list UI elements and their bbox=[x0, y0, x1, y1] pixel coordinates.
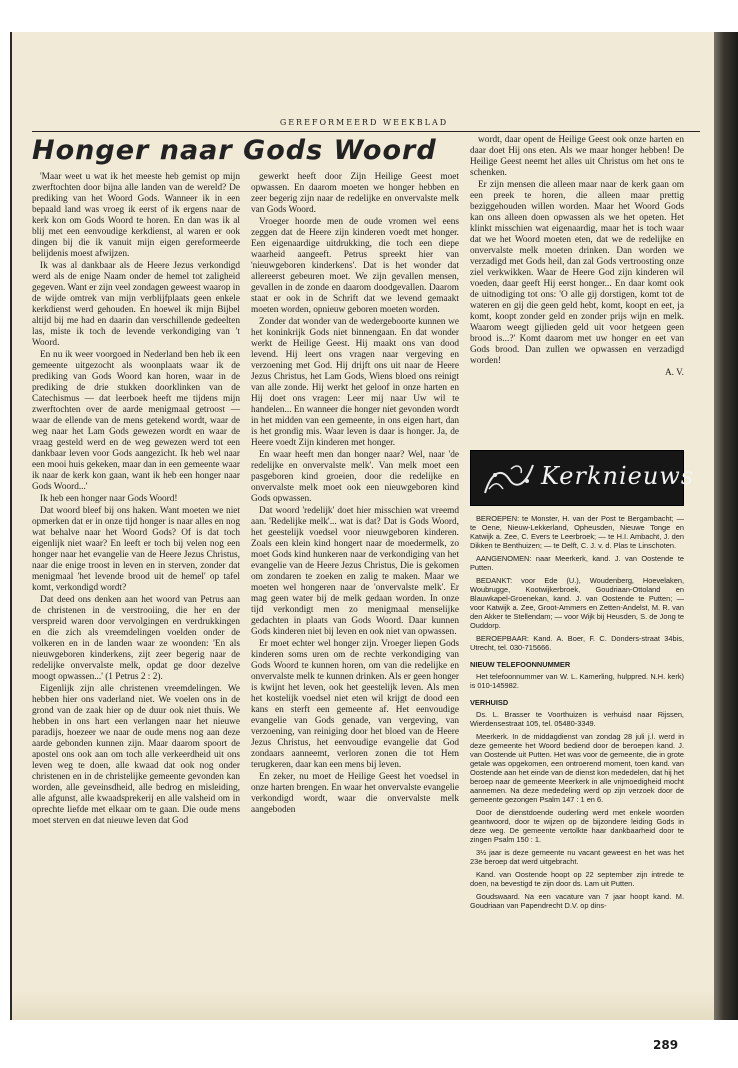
news-intrede: Kand. van Oostende hoopt op 22 september zijn intrede te doen, na bevestigd te zijn door ds. Lam uit Putten. bbox=[470, 870, 684, 888]
paragraph: Vroeger hoorde men de oude vromen wel eens zeggen dat de Heere zijn kinderen voedt met honger. Een eigenaardige uitdrukking, die toch een diepe waarheid aangeeft. Petrus spreekt hier van 'nieuwgeboren kinderkens'. Dat is het wonder dat allereerst gebeuren moet. We zijn gevallen mensen, gevallen in de zonde en daarom doodgevallen. Daarom staat er ook in de Schrift dat we levend gemaakt moeten worden, opnieuw geboren moeten worden. bbox=[251, 217, 459, 315]
article-column-2 bbox=[251, 172, 459, 817]
paragraph: En nu ik weer voorgoed in Nederland ben heb ik een gemeente uitgezocht als woonplaats waar ik de prediking van Gods Woord kan horen, waar in de prediking de drie stukken doorklinken van de Catechismus — dat leerboek heeft me tijdens mijn zwerftochten over de aarde menigmaal getroost — waar de ellende van de mens getekend wordt, waar de weg naar het Lam Gods gewezen wordt en waar de vraag gesteld werd en de weg gewezen werd tot een dankbaar leven voor Gods aangezicht. Ik heb wel naar een mooi huis gekeken, maar dan in een gemeente waar ik naar de kerk kon gaan, want ik heb een honger naar Gods Woord...' bbox=[32, 350, 240, 492]
kerknieuws-banner bbox=[470, 450, 695, 506]
paragraph: Dat woord 'redelijk' doet hier misschien wat vreemd aan. 'Redelijke melk'... wat is dat? Dat is Gods Woord, het geestelijk voedsel voor nieuwgeboren kinderen. Zoals een klein kind hongert naar de moedermelk, zo moet Gods kind hunkeren naar de verkondiging van het evangelie van de Heere Jezus Christus, Die is gekomen om zondaren te zoeken en zalig te maken. Maar we moeten wel hongeren naar de 'onvervalste melk'. Er mag geen water bij de melk gedaan worden. In onze tijd verkondigt men zo menigmaal menselijke gedachten in plaats van Gods Woord. Daar kunnen Gods kinderen niet bij leven en ook niet van opwassen. bbox=[251, 506, 459, 637]
news-aangenomen: AANGENOMEN: naar Meerkerk, kand. J. van Oostende te Putten. bbox=[470, 554, 684, 572]
author-signature: A. V. bbox=[664, 368, 684, 378]
news-heading: VERHUISD bbox=[470, 698, 509, 707]
paragraph: gewerkt heeft door Zijn Heilige Geest moet opwassen. En daarom moeten we honger hebben en zeer begerig zijn naar de redelijke en onvervalste melk van Gods Woord. bbox=[251, 172, 459, 215]
news-ouderling: Door de dienstdoende ouderling werd met enkele woorden geantwoord, door te wijzen op de bijzondere leiding Gods in deze weg. De gemeente vertolkte haar dankbaarheid door te zingen Psalm 150 : 1. bbox=[470, 808, 684, 844]
paragraph: En waar heeft men dan honger naar? Wel, naar 'de redelijke en onvervalste melk'. Van melk moet een pasgeboren kind groeien, door die redelijke en onvervalste melk moet ook een nieuwgeboren kind Gods opwassen. bbox=[251, 450, 459, 504]
newspaper-page bbox=[10, 32, 714, 1052]
header-rule bbox=[32, 131, 700, 132]
paragraph: Dat woord bleef bij ons haken. Want moeten we niet opmerken dat er in onze tijd honger is naar alles en nog wat behalve naar het Woord Gods? Of is dat toch eigenlijk niet waar? En leeft er toch bij velen nog een honger naar het evangelie van de Heere Jezus Christus, naar die enige troost in leven en in sterven, zonder dat menigmaal 'het levende brood uit de hemel' op tafel komt, verkondigd wordt? bbox=[32, 506, 240, 593]
news-beroepen: BEROEPEN: te Monster, H. van der Post te Bergambacht; — te Oene, Nieuw-Lekkerland, Opheusden, Nieuwe Tonge en Katwijk a. Zee, C. Evers te Leerbroek; — te H.I. Ambacht, J. den Dikken te Benthuizen; — te Delft, C. J. v. d. Plas te Linschoten. bbox=[470, 514, 684, 550]
article-column-1 bbox=[32, 172, 240, 828]
article-title: Honger naar Gods Woord bbox=[32, 135, 437, 166]
paragraph: Eigenlijk zijn alle christenen vreemdelingen. We hebben hier ons vaderland niet. We voelen ons in de grond van de zaak hier op de duur ook niet thuis. We hebben in ons hart een verlangen naar het nieuwe paradijs, hoezeer we naar de oude mens nog aan deze aarde gebonden kunnen zijn. Maar daarom spoort de apostel ons ook aan om toch alle verkeerdheid uit ons leven weg te doen, alle kwaad dat ook nog onder christenen en in de christelijke gemeente gevonden kan worden, alle geveinsdheid, alle bedrog en misleiding, alle afgunst, alle kwaadsprekerij en alle valsheid om in oprechte liefde met elkaar om te gaan. Die oude mens moet sterven en dat nieuwe leven dat God bbox=[32, 684, 240, 826]
paragraph: Dat deed ons denken aan het woord van Petrus aan de christenen in de verstrooiing, die her en der verspreid waren door vervolgingen en verdrukkingen en die zich als vreemdelingen voelden onder de volkeren en in de landen waar ze woonden: 'En als nieuwgeboren kinderkens, zijt zeer begerig naar de redelijke onvervalste melk, opdat ge door dezelve moogt opwassen...' (1 Petrus 2 : 2). bbox=[32, 595, 240, 682]
news-beroepbaar: BEROEPBAAR: Kand. A. Boer, F. C. Donders-straat 34bis, Utrecht, tel. 030-715666. bbox=[470, 634, 684, 652]
running-header: GEREFORMEERD WEEKBLAD bbox=[279, 118, 449, 127]
paragraph: Ik heb een honger naar Gods Woord! bbox=[40, 494, 178, 504]
paragraph: 'Maar weet u wat ik het meeste heb gemist op mijn zwerftochten door bijna alle landen van de wereld? De prediking van het Woord Gods. Wanneer ik in een bepaald land was vroeg ik eerst of ik ergens naar de kerk kon om Gods Woord te horen. En dan was ik al blij met een eenvoudige kerkdienst, al waren er ook dingen bij die ik vanuit mijn eigen gereformeerde belijdenis moest afwijzen. bbox=[32, 172, 240, 259]
scan-edge-shadow bbox=[714, 32, 738, 1020]
paragraph: Ik was al dankbaar als de Heere Jezus verkondigd werd als de enige Naam onder de hemel tot zaligheid gegeven. Want er zijn veel zondagen geweest waarop in de wijde omtrek van mijn verblijfplaats geen enkele kerkdienst werd gehouden. En hoewel ik mijn Bijbel altijd bij me had en daarin dan verschillende gedeelten las, miste ik toch de levende verkondiging van 't Woord. bbox=[32, 261, 240, 348]
paragraph: En zeker, nu moet de Heilige Geest het voedsel in onze harten brengen. En waar het onvervalste evangelie verkondigd wordt, waar die onvervalste melk aangeboden bbox=[251, 772, 459, 815]
news-meerkerk: Meerkerk. In de middagdienst van zondag 28 juli j.l. werd in deze gemeente het Woord bediend door de beroepen kand. J. van Oostende uit Putten. Het was voor de gemeente, die in grote getale was opgekomen, een ontroerend moment, toen kand. van Oostende aan het einde van de dienst kon mededelen, dat hij het beroep naar de gemeente Meerkerk in alle vrijmoedigheid mocht aannemen. Na deze mededeling werd op zijn verzoek door de gemeente gezongen Psalm 147 : 1 en 6. bbox=[470, 732, 684, 804]
news-telefoon: Het telefoonnummer van W. L. Kamerling, hulppred. N.H. kerk) is 010-145982. bbox=[470, 672, 684, 690]
paragraph: Er moet echter wel honger zijn. Vroeger liepen Gods kinderen soms uren om de rechte verkondiging van Gods Woord te kunnen horen, om van die redelijke en onvervalste melk te kunnen drinken. Als er geen honger is kwijnt het leven, ook het geestelijk leven. Als men het kostelijk voedsel niet eten wil krijgt de dood een kans en sterft een gemeente af. Het eenvoudige evangelie van Gods genade, van vergeving, van verzoening, van reiniging door het bloed van de Heere Jezus Christus, het eenvoudige evangelie dat God zondaars aanneemt, verloren zonen die tot Hem terugkeren, daar kan een mens bij leven. bbox=[251, 639, 459, 770]
news-goudswaard: Goudswaard. Na een vacature van 7 jaar hoopt kand. M. Goudriaan van Papendrecht D.V. op dins- bbox=[470, 892, 684, 910]
news-verhuisd: Ds. L. Brasser te Voorthuizen is verhuisd naar Rijssen, Wierdensestraat 105, tel. 05480-3349. bbox=[470, 710, 684, 728]
news-bedankt: BEDANKT: voor Ede (U.), Woudenberg, Hoevelaken, Woubrugge, Kootwijkerbroek, Goudriaan-Ottoland en Blauwkapel-Groenekan, kand. J. van Oostende te Putten; — voor Katwijk a. Zee, Groot-Ammers en Zetten-Andelst, M. R. van den Akker te Stellendam; — voor Wijk bij Heusden, S. de Jong te Ouddorp. bbox=[470, 576, 684, 630]
paragraph: Zonder dat wonder van de wedergeboorte kunnen we het koninkrijk Gods niet binnengaan. En dat wonder werkt de Heilige Geest. Hij maakt ons van dood levend. Hij leert ons vragen naar vergeving en verzoening met God. Hij drijft ons uit naar de Heere Jezus Christus, het Lam Gods, Wiens bloed ons reinigt van alle zonde. Hij werkt het geloof in onze harten en Hij doet ons vragen: Leer mij naar Uw wil te handelen... En wanneer die honger niet gevonden wordt in het midden van een gemeente, in ons eigen hart, dan is het grondig mis. Waar leven is daar is honger. Ja, de Heere voedt Zijn kinderen met honger. bbox=[251, 317, 459, 448]
article-column-3 bbox=[470, 135, 684, 379]
paragraph: wordt, daar opent de Heilige Geest ook onze harten en daar doet Hij ons eten. Als we maar honger hebben! De Heilige Geest neemt het alles uit Christus om het ons te schenken. bbox=[470, 135, 684, 178]
page-number: 289 bbox=[653, 1038, 679, 1052]
news-heading: NIEUW TELEFOONNUMMER bbox=[470, 660, 571, 669]
kerknieuws-title: Kerknieuws bbox=[541, 462, 695, 490]
ornament-icon bbox=[481, 459, 537, 499]
paragraph: Er zijn mensen die alleen maar naar de kerk gaan om een preek te horen, die alleen maar prettig beziggehouden willen worden. Maar het Woord Gods kan ons alleen doen opwassen als we het opeten. Het klinkt misschien wat eigenaardig, maar het is toch waar dat we het Woord moeten eten, dat we de redelijke en onvervalste melk moeten drinken. Dan worden we verzadigd met Gods heil, dan zal Gods vertroosting onze ziel verkwikken. Waar de Heere God zijn kinderen wil voeden, daar geeft Hij eerst honger... En daar komt ook de uitnodiging tot ons: 'O alle gij dorstigen, komt tot de wateren en gij die geen geld hebt, komt, koopt en eet, ja komt, koopt zonder geld en zonder prijs wijn en melk. Waarom weegt gijlieden geld uit voor hetgeen geen brood is...?' Komt daarom met uw honger en eet van Gods brood. Dan zullen we opwassen en verzadigd worden! bbox=[470, 180, 684, 366]
kerknieuws-section bbox=[470, 514, 684, 914]
news-vacant: 3½ jaar is deze gemeente nu vacant geweest en het was het 23e beroep dat werd uitgebracht. bbox=[470, 848, 684, 866]
